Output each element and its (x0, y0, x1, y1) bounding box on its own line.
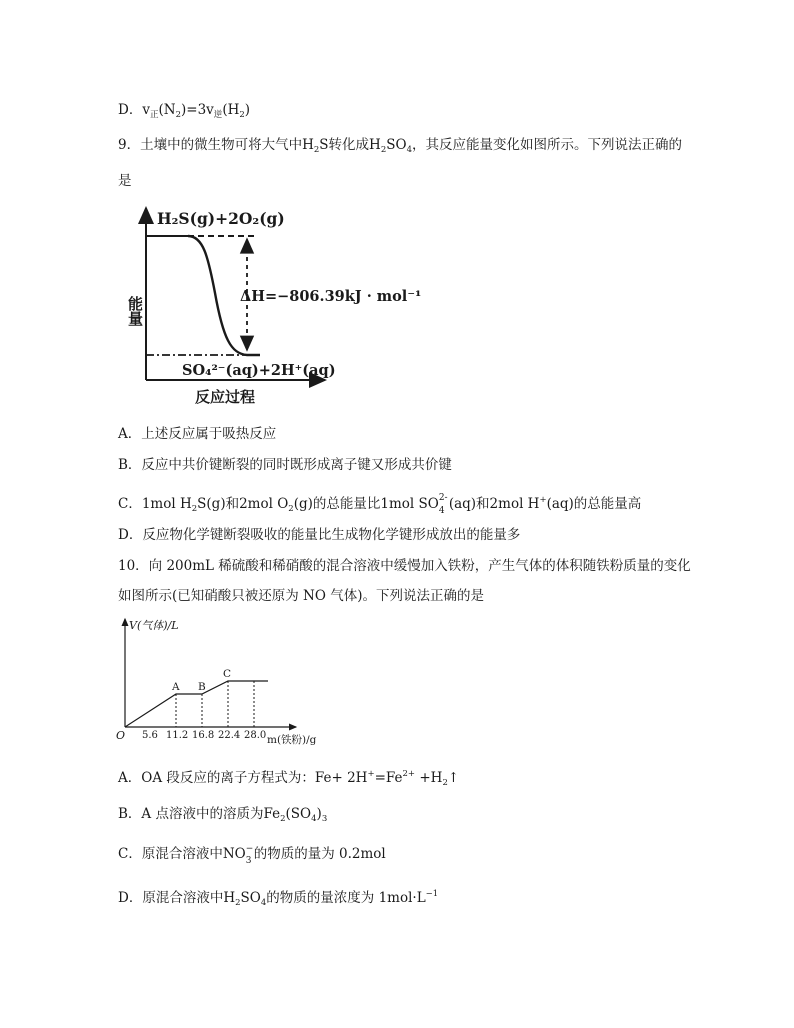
q10-option-a: A．OA 段反应的离子方程式为：$Fe+ 2H^+=Fe^{2+}$ $+H_2↑$ (118, 769, 460, 788)
point-label-b: B (198, 681, 206, 693)
volume-curve (125, 681, 268, 727)
q10-stem-cont: 如图所示(已知硝酸只被还原为 NO 气体)。下列说法正确的是 (118, 588, 484, 604)
reactants-label: H₂S(g)+2O₂(g) (157, 209, 285, 228)
q10-stem: 10．向 200mL 稀硫酸和稀硝酸的混合溶液中缓慢加入铁粉，产生气体的体积随铁粉质量的变化 (118, 558, 691, 574)
origin-label: O (116, 729, 126, 742)
q9-option-d: D．反应物化学键断裂吸收的能量比生成物化学键形成放出的能量多 (118, 527, 521, 543)
q10-volume-graph (110, 615, 330, 750)
x-axis-label: m(铁粉)/g (267, 734, 317, 746)
q9-option-c: C．1mol $H_2S(g)$和2mol $O_2(g)$的总能量比1mol SO 2- 4 (aq)和2mol H+(aq)的总能量高 (118, 493, 642, 516)
q9-stem-cont: 是 (118, 173, 132, 189)
energy-axis-label: 能量 (126, 296, 144, 326)
q10-option-d: D．原混合溶液中$H_2SO_4$的物质的量浓度为 $1mol\cdot L^{-1}$ (118, 889, 439, 908)
x-tick-label: 5.6 (142, 730, 158, 741)
y-axis-label: V(气体)/L (129, 619, 179, 632)
delta-h-label: ΔH=−806.39kJ · mol⁻¹ (240, 288, 422, 305)
point-label-a: A (172, 681, 180, 693)
q9-stem: 9．土壤中的微生物可将大气中$H_2S$转化成$H_2SO_4$，其反应能量变化如图所示。下列说法正确的 (118, 137, 682, 155)
x-tick-label: 28.0 (244, 730, 267, 741)
products-label: SO₄²⁻(aq)+2H⁺(aq) (182, 362, 336, 379)
q8-option-d: D．$v_正(N_2)=3v_逆(H_2)$ (118, 102, 251, 120)
q9-energy-diagram (115, 198, 445, 410)
x-tick-label: 16.8 (192, 730, 215, 741)
point-label-c: C (223, 668, 232, 680)
q10-option-b: B．A 点溶液中的溶质为$Fe_2(SO_4)_3$ (118, 806, 328, 824)
q10-option-c: C．原混合溶液中NO − 3 的物质的量为 0.2mol (118, 844, 386, 866)
x-tick-label: 22.4 (218, 730, 241, 741)
q9-option-a: A．上述反应属于吸热反应 (118, 426, 277, 442)
reaction-process-label: 反应过程 (195, 388, 256, 406)
q9-option-b: B．反应中共价键断裂的同时既形成离子键又形成共价键 (118, 457, 452, 473)
x-tick-label: 11.2 (166, 730, 189, 741)
